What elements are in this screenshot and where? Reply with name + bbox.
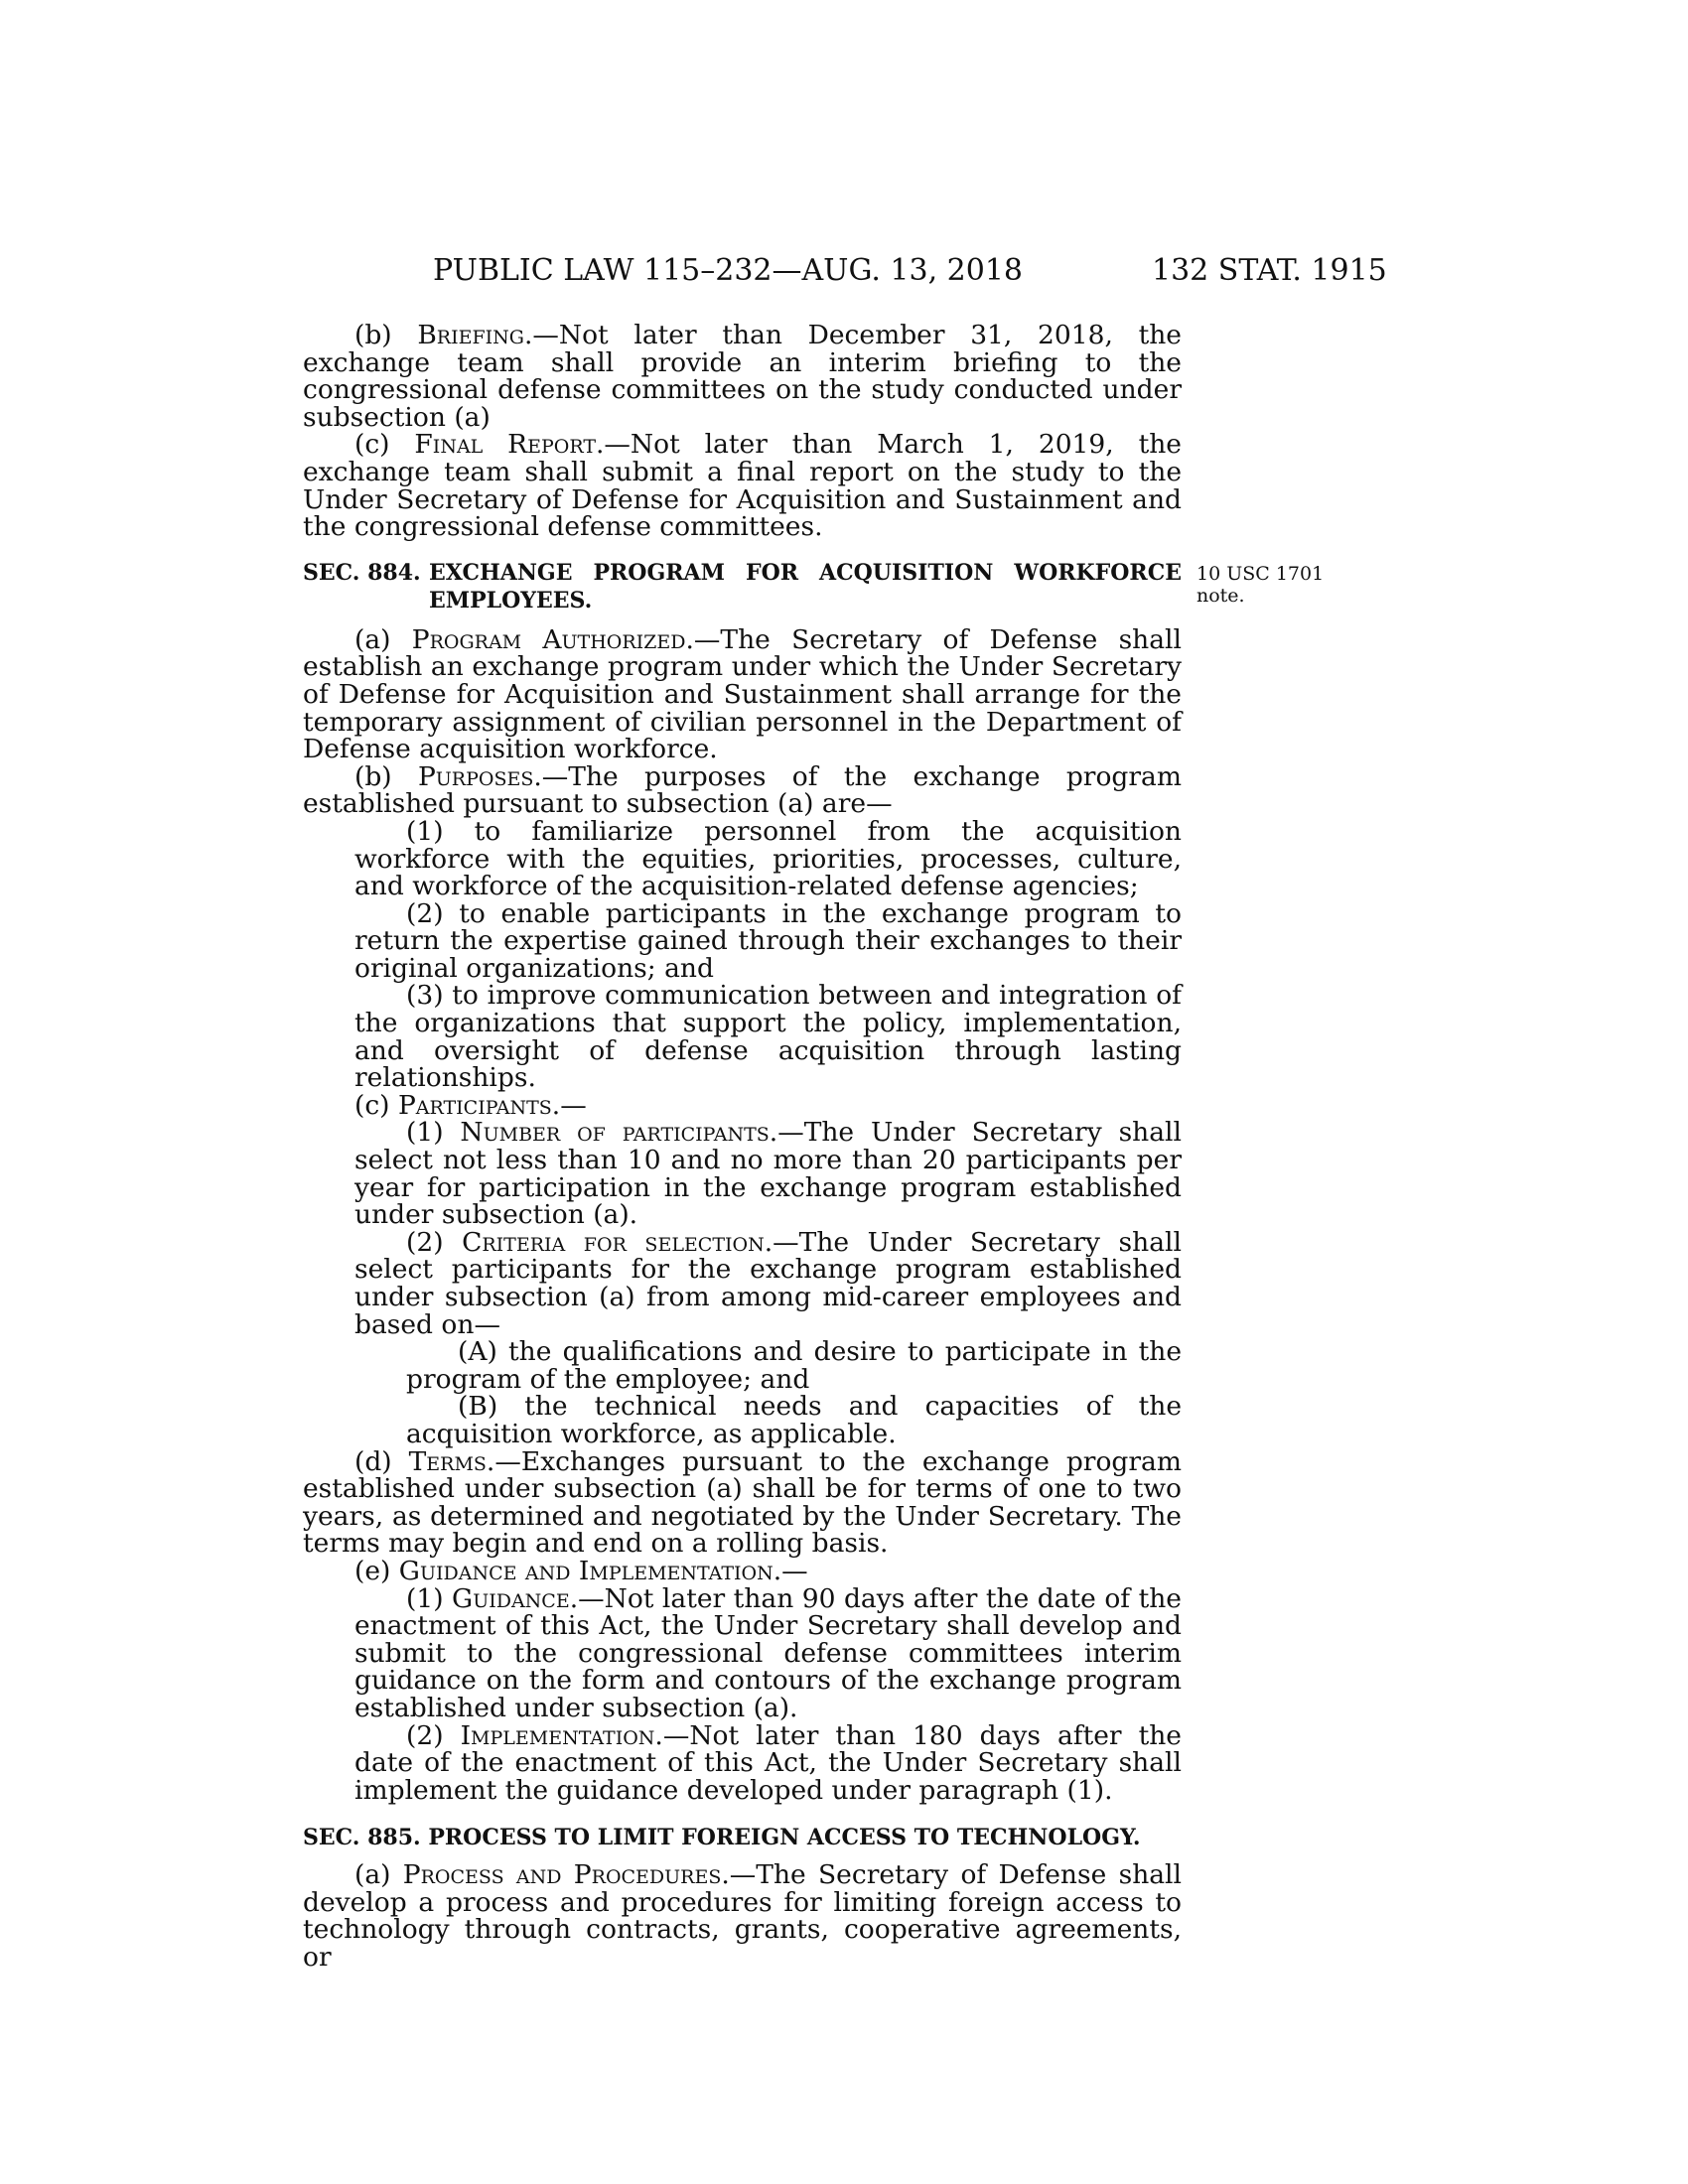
- section-title: EXCHANGE PROGRAM FOR ACQUISITION WORKFORCE EMPLOYEES.: [429, 559, 1182, 614]
- paragraph-heading: Implementation: [460, 1719, 655, 1751]
- paragraph-heading: Terms: [408, 1445, 487, 1477]
- purpose-3: (3) to improve communication between and integration of the organizations that support the policy, implementation, and oversight of defense acquisition through lasting relationships.: [354, 980, 1182, 1094]
- running-header-title: PUBLIC LAW 115–232—AUG. 13, 2018: [433, 253, 1024, 288]
- paragraph-c1-number-of-participants: (1) Number of participants.—The Under Secretary shall select not less than 10 and no more than 20 participants per year for participation in the exchange program established under subsection (a).: [354, 1117, 1182, 1231]
- paragraph-heading: Program Authorized: [411, 623, 686, 655]
- running-header-stat-page: 132 STAT. 1915: [1152, 253, 1387, 288]
- body-text: [303, 320, 1325, 1974]
- section-884-heading: [303, 559, 1325, 614]
- paragraph-heading: Participants: [397, 1089, 552, 1121]
- subsection-c-participants: (c) Participants.—: [354, 1089, 587, 1121]
- purpose-1: (1) to familiarize personnel from the acquisition workforce with the equities, priorities, processes, culture, and workforce of the acquisition-related defense agencies;: [354, 815, 1182, 902]
- paragraph-heading: Briefing: [417, 320, 524, 350]
- subparagraph-B: (B) the technical needs and capacities of the acquisition workforce, as applicable.: [406, 1391, 1182, 1449]
- margin-note-usc-citation: 10 USC 1701 note.: [1196, 562, 1325, 607]
- section-number: SEC. 884.: [303, 559, 421, 586]
- section-885-heading: SEC. 885. PROCESS TO LIMIT FOREIGN ACCESS TO TECHNOLOGY.: [303, 1825, 1141, 1851]
- paragraph-e1-guidance: (1) Guidance.—Not later than 90 days after the date of the enactment of this Act, the Under Secretary shall develop and submit to the congressional defense committees interim guidance on the form and contours of the exchange program established under subsection (a).: [354, 1582, 1182, 1723]
- subsection-d-terms: (d) Terms.—Exchanges pursuant to the exchange program established under subsection (a) shall be for terms of one to two years, as determined and negotiated by the Under Secretary. The terms may begin and end on a rolling basis.: [303, 1445, 1182, 1560]
- paragraph-heading: Guidance: [452, 1582, 570, 1614]
- section-885-subsection-a: (a) Process and Procedures.—The Secretary of Defense shall develop a process and procedures for limiting foreign access to technology through contracts, grants, cooperative agreements, or: [303, 1859, 1183, 1974]
- subsection-a-program-authorized: (a) Program Authorized.—The Secretary of Defense shall establish an exchange program under which the Under Secretary of Defense for Acquisition and Sustainment shall arrange for the temporary assignment of civilian personnel in the Department of Defense acquisition workforce.: [303, 623, 1182, 765]
- paragraph-heading: Process and Procedures: [402, 1859, 722, 1891]
- subsection-b-purposes: (b) Purposes.—The purposes of the exchange program established pursuant to subsection (a) are—: [303, 760, 1182, 820]
- paragraph-heading: Purposes: [417, 760, 534, 792]
- paragraph-heading: Guidance and Implementation: [398, 1555, 774, 1586]
- paragraph-c-final-report: (c) Final Report.—Not later than March 1, 2019, the exchange team shall submit a final report on the study to the Under Secretary of Defense for Acquisition and Sustainment and the congressional defense committees.: [303, 429, 1182, 543]
- subsection-e-guidance-and-implementation: (e) Guidance and Implementation.—: [354, 1555, 808, 1586]
- purpose-2: (2) to enable participants in the exchange program to return the expertise gained through their exchanges to their original organizations; and: [354, 897, 1182, 984]
- paragraph-e2-implementation: (2) Implementation.—Not later than 180 days after the date of the enactment of this Act, the Under Secretary shall implement the guidance developed under paragraph (1).: [354, 1719, 1182, 1806]
- paragraph-c2-criteria-for-selection: (2) Criteria for selection.—The Under Secretary shall select participants for the exchange program established under subsection (a) from among mid-career employees and based on—: [354, 1226, 1182, 1340]
- paragraph-b-briefing: (b) Briefing.—Not later than December 31, 2018, the exchange team shall provide an interim briefing to the congressional defense committees on the study conducted under subsection (a): [303, 320, 1182, 433]
- paragraph-heading: Final Report: [414, 429, 596, 461]
- subparagraph-A: (A) the qualifications and desire to participate in the program of the employee; and: [406, 1336, 1182, 1395]
- paragraph-heading: Number of participants: [460, 1117, 770, 1149]
- paragraph-heading: Criteria for selection: [462, 1226, 765, 1258]
